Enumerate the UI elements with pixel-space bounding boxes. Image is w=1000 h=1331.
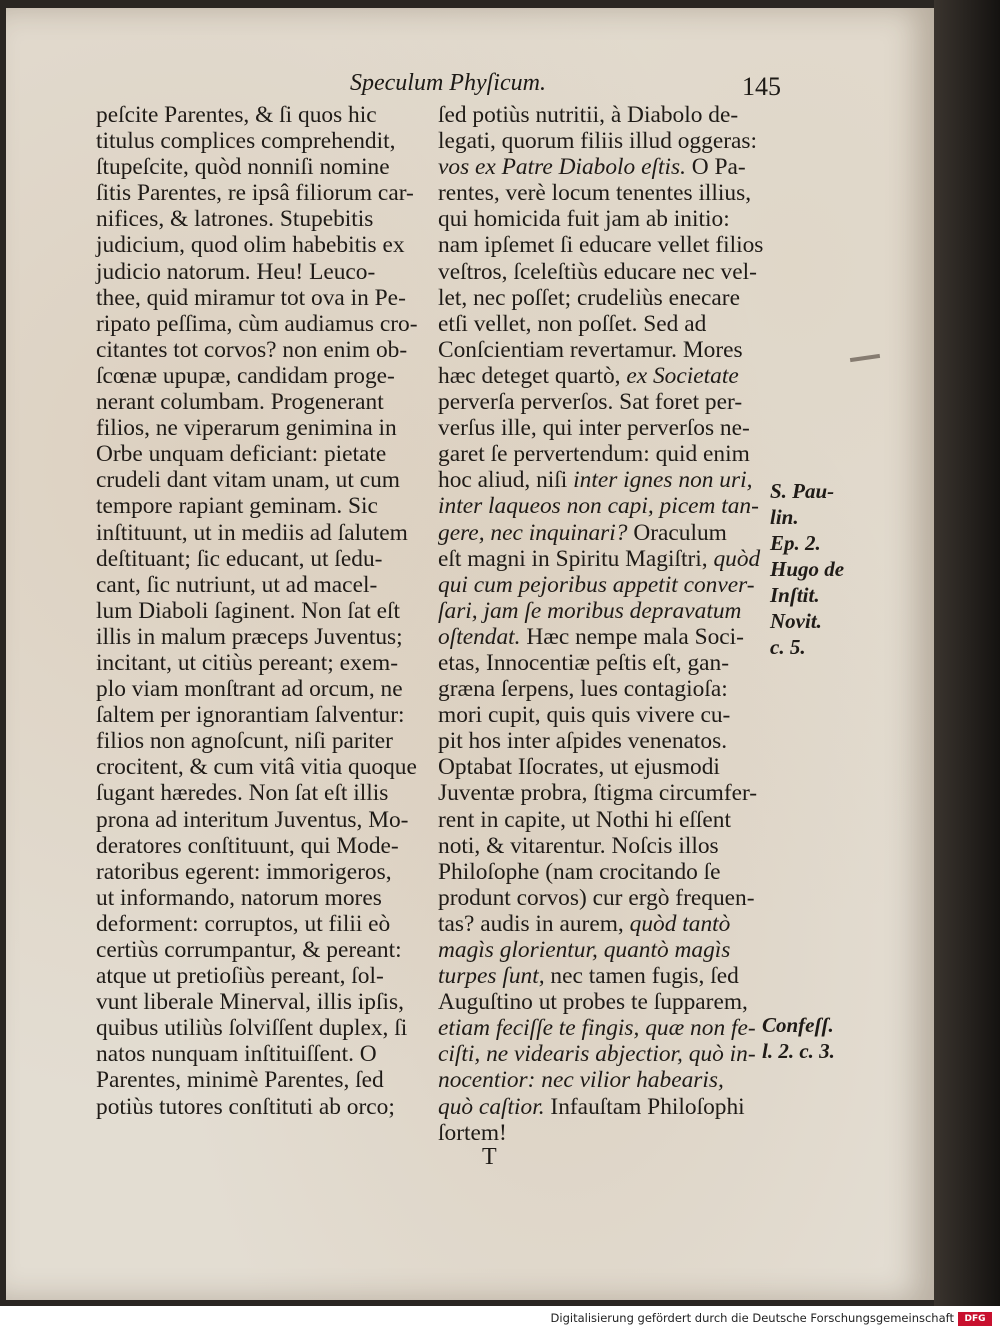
italic-quote: vos ex Patre Diabolo eſtis. <box>438 154 686 181</box>
left-column-line: Orbe unquam deficiant: pietate <box>96 441 387 468</box>
left-column-line: natos nunquam inſtituiſſent. O <box>96 1041 377 1068</box>
margin-note-line: Confeſſ. <box>762 1013 834 1037</box>
margin-note-line: S. Pau- <box>770 479 835 503</box>
margin-notes-lower <box>762 1012 835 1064</box>
right-column-line: vos ex Patre Diabolo eſtis. O Pa- <box>438 154 746 181</box>
italic-quote: gere, nec inquinari? <box>438 519 628 546</box>
left-column-line: ripato peſſima, cùm audiamus cro- <box>96 310 418 337</box>
italic-quote: magìs glorientur, quantò magìs <box>438 937 731 963</box>
right-column-line <box>438 598 788 624</box>
right-text-column <box>438 102 788 1146</box>
right-column-line: Conſcientiam revertamur. Mores <box>438 336 743 363</box>
right-column-line: Philoſophe (nam crocitando ſe <box>438 858 721 885</box>
margin-note-line: Hugo de <box>770 557 845 581</box>
left-column-line: ſaltem per ignorantiam ſalventur: <box>96 702 405 729</box>
footer-credit: Digitalisierung gefördert durch die Deutsche Forschungsgemeinschaft <box>550 1311 954 1325</box>
right-column-line: pit hos inter aſpides venenatos. <box>438 728 728 755</box>
left-column-line: prona ad interitum Juventus, Mo- <box>96 806 409 833</box>
right-column-line: veſtros, ſceleſtiùs educare nec vel- <box>438 258 757 285</box>
left-column-line: quibus utiliùs ſolviſſent duplex, ſi <box>96 1015 408 1042</box>
right-column-line <box>438 1067 788 1093</box>
dfg-logo-icon: DFG <box>958 1312 992 1326</box>
left-text-column <box>96 102 446 1120</box>
right-column-line: mori cupit, quis quis vivere cu- <box>438 702 731 729</box>
margin-notes-upper <box>770 478 844 660</box>
margin-note-line: lin. <box>770 505 799 529</box>
italic-quote: inter laqueos non capi, picem tan- <box>438 493 759 520</box>
page-number: 145 <box>742 72 781 101</box>
left-column-line: thee, quid miramur tot ova in Pe- <box>96 284 406 311</box>
right-column-line <box>438 1015 788 1041</box>
right-column-line: græna ſerpens, lues contagioſa: <box>438 676 728 703</box>
right-column-line: qui homicida fuit jam ab initio: <box>438 206 730 233</box>
italic-quote: oſtendat. <box>438 623 521 650</box>
running-head <box>0 70 1000 100</box>
left-column-line: judicio natorum. Heu! Leuco- <box>96 258 376 285</box>
margin-note-line: Inſtit. <box>770 583 820 607</box>
italic-quote: inter ignes non uri, <box>573 467 753 494</box>
left-column-line: potiùs tutores conſtituti ab orco; <box>96 1093 395 1120</box>
left-column-line: tempore rapiant geminam. Sic <box>96 493 378 520</box>
right-column-line: verſus ille, qui inter perverſos ne- <box>438 415 750 442</box>
right-column-line: etſi vellet, non poſſet. Sed ad <box>438 310 707 337</box>
left-column-line: filios, ne viperarum genimina in <box>96 415 397 442</box>
left-column-line: nifices, & latrones. Stupebitis <box>96 206 374 233</box>
right-column-line: hoc aliud, niſi inter ignes non uri, <box>438 467 753 494</box>
right-column-line: eſt magni in Spiritu Magiſtri, quòd <box>438 545 761 572</box>
right-column-line: tas? audis in aurem, quòd tantò <box>438 910 731 937</box>
italic-quote: quòd tantò <box>629 910 731 937</box>
right-column-line <box>438 572 788 598</box>
scan-edge <box>934 0 1000 1306</box>
left-column-line: citantes tot corvos? non enim ob- <box>96 336 408 363</box>
right-column-line: quò caſtior. Infauſtam Philoſophi <box>438 1093 745 1120</box>
right-column-line: produnt corvos) cur ergò frequen- <box>438 884 755 911</box>
left-column-line: ſtupeſcite, quòd nonniſi nomine <box>96 154 390 181</box>
right-column-line: oſtendat. Hæc nempe mala Soci- <box>438 623 744 650</box>
right-column-line: rent in capite, ut Nothi hi eſſent <box>438 806 731 833</box>
left-column-line: ut informando, natorum mores <box>96 884 382 911</box>
left-column-line: Parentes, minimè Parentes, ſed <box>96 1067 384 1094</box>
right-column-line: Juventæ probra, ſtigma circumfer- <box>438 780 758 807</box>
left-column-line: ratoribus egerent: immorigeros, <box>96 858 392 885</box>
left-column-line: ſitis Parentes, re ipsâ filiorum car- <box>96 180 414 207</box>
italic-quote: etiam feciſſe te fingis, quæ non fe- <box>438 1015 756 1042</box>
left-column-line: peſcite Parentes, & ſi quos hic <box>96 102 377 128</box>
right-column-line: etas, Innocentiæ peſtis eſt, gan- <box>438 649 730 676</box>
left-column-line: lum Diaboli ſaginent. Non ſat eſt <box>96 597 401 624</box>
left-column-line: deſtituant; ſic educant, ut ſedu- <box>96 545 383 572</box>
italic-quote: ex Societate <box>626 362 739 389</box>
italic-quote: nocentior: nec vilior habearis, <box>438 1067 724 1094</box>
left-column-line: judicium, quod olim habebitis ex <box>96 232 405 259</box>
margin-note-line: l. 2. c. 3. <box>762 1039 835 1063</box>
right-column-line: noti, & vitarentur. Noſcis illos <box>438 832 719 859</box>
running-head-title: Speculum Phyſicum. <box>350 70 546 96</box>
left-column-line: vunt liberale Minerval, illis ipſis, <box>96 989 404 1016</box>
margin-note-line: c. 5. <box>770 635 806 659</box>
left-column-line: nerant columbam. Progenerant <box>96 389 384 416</box>
left-column-line: inſtituunt, ut in mediis ad ſalutem <box>96 519 408 546</box>
right-column-line: rentes, verè locum tenentes illius, <box>438 180 752 207</box>
left-column-line: crudeli dant vitam unam, ut cum <box>96 467 400 494</box>
left-column-line: illis in malum præceps Juventus; <box>96 623 403 650</box>
right-column-line: Auguſtino ut probes te ſupparem, <box>438 989 748 1016</box>
right-column-line: gere, nec inquinari? Oraculum <box>438 519 727 546</box>
left-column-line: ſcœnæ upupæ, candidam proge- <box>96 362 395 389</box>
right-column-line: nam ipſemet ſi educare vellet filios <box>438 232 764 259</box>
italic-quote: ciſti, ne videaris abjectior, quò in- <box>438 1041 756 1068</box>
left-column-line: certiùs corrumpantur, & pereant: <box>96 937 402 963</box>
italic-quote: ſari, jam ſe moribus depravatum <box>438 597 742 624</box>
catchword: T <box>482 1144 497 1170</box>
left-column-line: titulus complices comprehendit, <box>96 128 396 155</box>
left-column-line: filios non agnoſcunt, niſi pariter <box>96 728 393 755</box>
footer-bar <box>0 1306 1000 1331</box>
right-column-line: legati, quorum filiis illud oggeras: <box>438 128 757 155</box>
right-column-line: garet ſe pervertendum: quid enim <box>438 441 750 468</box>
right-column-line: hæc deteget quartò, ex Societate <box>438 362 739 389</box>
right-column-line <box>438 493 788 519</box>
left-column-line: atque ut pretioſiùs pereant, ſol- <box>96 963 384 990</box>
italic-quote: quò caſtior. <box>438 1093 545 1120</box>
left-column-line: incitant, ut citiùs pereant; exem- <box>96 649 399 676</box>
right-column-line <box>438 1041 788 1067</box>
margin-note-line: Ep. 2. <box>770 531 821 555</box>
right-column-line: ſortem! <box>438 1119 507 1146</box>
right-column-line: Optabat Iſocrates, ut ejusmodi <box>438 754 720 781</box>
italic-quote: quòd <box>713 545 761 572</box>
right-column-line: ſed potiùs nutritii, à Diabolo de- <box>438 102 739 128</box>
left-column-line: plo viam monſtrant ad orcum, ne <box>96 676 403 703</box>
left-column-line: deforment: corruptos, ut filii eò <box>96 910 391 937</box>
italic-quote: qui cum pejoribus appetit conver- <box>438 571 755 598</box>
right-column-line: let, nec poſſet; crudeliùs enecare <box>438 284 740 311</box>
right-column-line: turpes ſunt, nec tamen fugis, ſed <box>438 963 739 990</box>
right-column-line: perverſa perverſos. Sat foret per- <box>438 389 743 416</box>
left-column-line: cant, ſic nutriunt, ut ad macel- <box>96 571 378 598</box>
margin-note-line: Novit. <box>770 609 822 633</box>
left-column-line: deratores conſtituunt, qui Mode- <box>96 832 399 859</box>
right-column-line <box>438 937 788 963</box>
left-column-line: crocitent, & cum vitâ vitia quoque <box>96 754 417 781</box>
left-column-line: ſugant hæredes. Non ſat eſt illis <box>96 780 389 807</box>
italic-quote: turpes ſunt, <box>438 963 545 990</box>
